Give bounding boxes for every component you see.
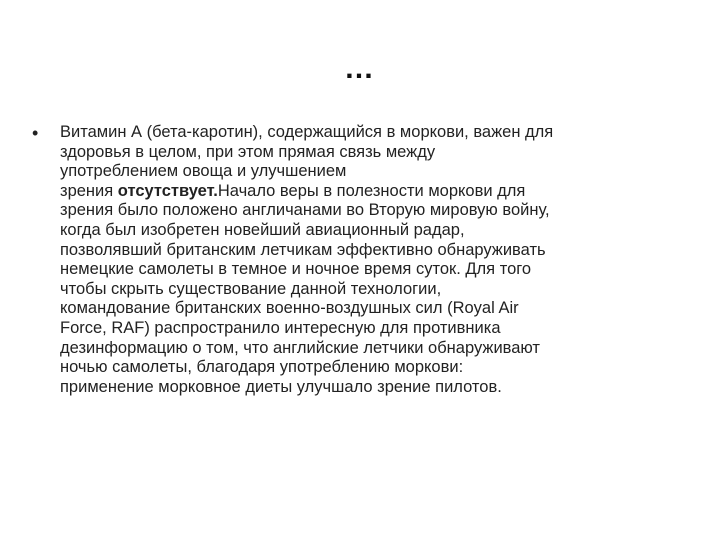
bullet-paragraph	[60, 123, 553, 397]
emphasis-absent: отсутствует.	[117, 181, 218, 200]
text-line-4-end: Начало веры в полезности моркови для	[217, 181, 526, 200]
text-line-10: командование британских военно-воздушных сил (Royal Air	[60, 299, 519, 318]
text-line-1: Витамин А (бета-каротин), содержащийся в моркови, важен для	[60, 123, 554, 141]
text-line-2: здоровья в целом, при этом прямая связь между	[60, 142, 436, 161]
text-line-6: когда был изобретен новейший авиационный радар,	[60, 220, 465, 239]
text-line-12: дезинформацию о том, что английские летчики обнаруживают	[60, 338, 540, 357]
text-line-9: чтобы скрыть существование данной технологии,	[60, 279, 442, 298]
text-line-13: ночью самолеты, благодаря употреблению моркови:	[60, 358, 464, 377]
slide-title: …	[344, 52, 376, 85]
text-line-5: зрения было положено англичанами во Вторую мировую войну,	[60, 201, 550, 220]
slide-content	[32, 123, 694, 397]
text-line-4-start: зрения	[60, 181, 118, 200]
bullet-icon: •	[32, 123, 39, 143]
text-line-4	[60, 182, 553, 202]
text-line-3: употреблением овоща и улучшением	[60, 162, 347, 181]
text-line-11: Force, RAF) распространило интересную для противника	[60, 318, 501, 337]
text-line-14: применение морковное диеты улучшало зрение пилотов.	[60, 377, 502, 396]
text-line-7: позволявший британским летчикам эффективно обнаруживать	[60, 240, 546, 259]
text-line-8: немецкие самолеты в темное и ночное время суток. Для того	[60, 260, 532, 279]
bullet-item	[32, 123, 694, 397]
